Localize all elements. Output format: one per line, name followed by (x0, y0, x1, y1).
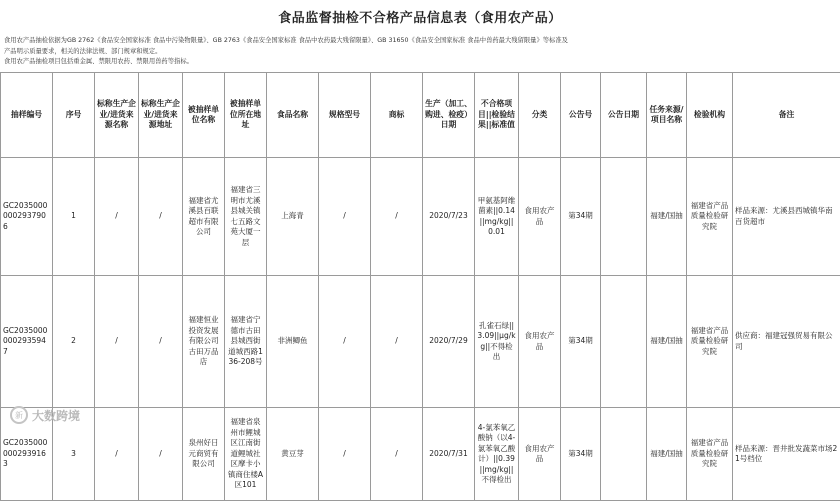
task-source-cell: 福建/国抽 (647, 158, 687, 276)
header-cell: 分类 (519, 73, 561, 158)
table-row (1, 276, 840, 408)
result-cell: 孔雀石绿||3.09||μg/kg||不得检出 (475, 276, 519, 408)
remark-cell: 样品来源：晋井批发蔬菜市场21号档位 (733, 408, 840, 501)
sampled-unit-cell: 福建省尤溪县百联超市有限公司 (183, 158, 225, 276)
table-row (1, 408, 840, 501)
page-title: 食品监督抽检不合格产品信息表（食用农产品） (0, 7, 840, 26)
watermark-brand: 大数跨境 (32, 407, 80, 424)
sampled-address-cell: 福建省三明市尤溪县城关镇七五路文苑大厦一层 (225, 158, 267, 276)
header-cell: 规格型号 (319, 73, 371, 158)
producer-name-cell: / (95, 408, 139, 501)
producer-name-cell: / (95, 158, 139, 276)
notice-date-cell (601, 158, 647, 276)
date-cell: 2020/7/31 (423, 408, 475, 501)
task-source-cell: 福建/国抽 (647, 276, 687, 408)
watermark-logo-icon: 新 (10, 406, 28, 424)
sampled-address-cell: 福建省泉州市鲤城区江南街道鲤城社区摩卡小镇商住楼A区101 (225, 408, 267, 501)
note-line: 产品明示质量要求，相关的法律法规、部门规章和规定。 (4, 47, 836, 58)
producer-address-cell: / (139, 408, 183, 501)
remark-cell: 供应商：福建冠强贸易有限公司 (733, 276, 840, 408)
header-row (1, 73, 840, 158)
spec-cell: / (319, 158, 371, 276)
header-cell: 标称生产企业/进货来源名称 (95, 73, 139, 158)
brand-cell: / (371, 276, 423, 408)
task-source-cell: 福建/国抽 (647, 408, 687, 501)
result-cell: 4-氯苯氧乙酸钠（以4-氯苯氧乙酸计）||0.39||mg/kg||不得检出 (475, 408, 519, 501)
category-cell: 食用农产品 (519, 276, 561, 408)
date-cell: 2020/7/23 (423, 158, 475, 276)
header-cell: 食品名称 (267, 73, 319, 158)
notice-date-cell (601, 408, 647, 501)
food-name-cell: 非洲鲫鱼 (267, 276, 319, 408)
sampled-address-cell: 福建省宁德市古田县城西街道城西路136-208号 (225, 276, 267, 408)
sampled-unit-cell: 福建恒业投资发展有限公司古田万品店 (183, 276, 225, 408)
header-cell: 序号 (53, 73, 95, 158)
sample-id-cell: GC20350000002935947 (1, 276, 53, 408)
date-cell: 2020/7/29 (423, 276, 475, 408)
brand-cell: / (371, 158, 423, 276)
note-line: 食用农产品抽检项目包括重金属、禁限用农药、禁限用兽药等指标。 (4, 57, 836, 68)
header-cell: 抽样编号 (1, 73, 53, 158)
producer-name-cell: / (95, 276, 139, 408)
category-cell: 食用农产品 (519, 408, 561, 501)
result-cell: 甲氨基阿维菌素||0.14||mg/kg||0.01 (475, 158, 519, 276)
sample-id-cell: GC20350000002939163 (1, 408, 53, 501)
header-cell: 生产（加工、购进、检疫）日期 (423, 73, 475, 158)
sample-id-cell: GC20350000002937906 (1, 158, 53, 276)
seq-cell: 2 (53, 276, 95, 408)
brand-cell: / (371, 408, 423, 501)
watermark (10, 404, 80, 426)
notes-block (4, 36, 836, 68)
header-cell: 不合格项目||检验结果||标准值 (475, 73, 519, 158)
category-cell: 食用农产品 (519, 158, 561, 276)
notice-no-cell: 第34期 (561, 276, 601, 408)
unqualified-products-table (0, 72, 840, 501)
header-cell: 检验机构 (687, 73, 733, 158)
sampled-unit-cell: 泉州好日元商贸有限公司 (183, 408, 225, 501)
notice-date-cell (601, 276, 647, 408)
lab-cell: 福建省产品质量检验研究院 (687, 276, 733, 408)
header-cell: 备注 (733, 73, 840, 158)
header-cell: 任务来源/项目名称 (647, 73, 687, 158)
header-cell: 公告号 (561, 73, 601, 158)
notice-no-cell: 第34期 (561, 158, 601, 276)
notice-no-cell: 第34期 (561, 408, 601, 501)
table-row (1, 158, 840, 276)
header-cell: 被抽样单位名称 (183, 73, 225, 158)
spec-cell: / (319, 276, 371, 408)
header-cell: 商标 (371, 73, 423, 158)
header-cell: 公告日期 (601, 73, 647, 158)
remark-cell: 样品来源：尤溪县西城镇华南百货超市 (733, 158, 840, 276)
header-cell: 标称生产企业/进货来源地址 (139, 73, 183, 158)
producer-address-cell: / (139, 276, 183, 408)
seq-cell: 1 (53, 158, 95, 276)
food-name-cell: 黄豆芽 (267, 408, 319, 501)
spec-cell: / (319, 408, 371, 501)
lab-cell: 福建省产品质量检验研究院 (687, 408, 733, 501)
header-cell: 被抽样单位所在地址 (225, 73, 267, 158)
food-name-cell: 上海青 (267, 158, 319, 276)
seq-cell: 3 (53, 408, 95, 501)
note-line: 食用农产品抽检依据为GB 2762《食品安全国家标准 食品中污染物限量》、GB 2763《食品安全国家标准 食品中农药最大残留限量》、GB 31650《食品安全国家标准 食品中兽药最大残留限量》等标准及 (4, 36, 836, 47)
producer-address-cell: / (139, 158, 183, 276)
lab-cell: 福建省产品质量检验研究院 (687, 158, 733, 276)
